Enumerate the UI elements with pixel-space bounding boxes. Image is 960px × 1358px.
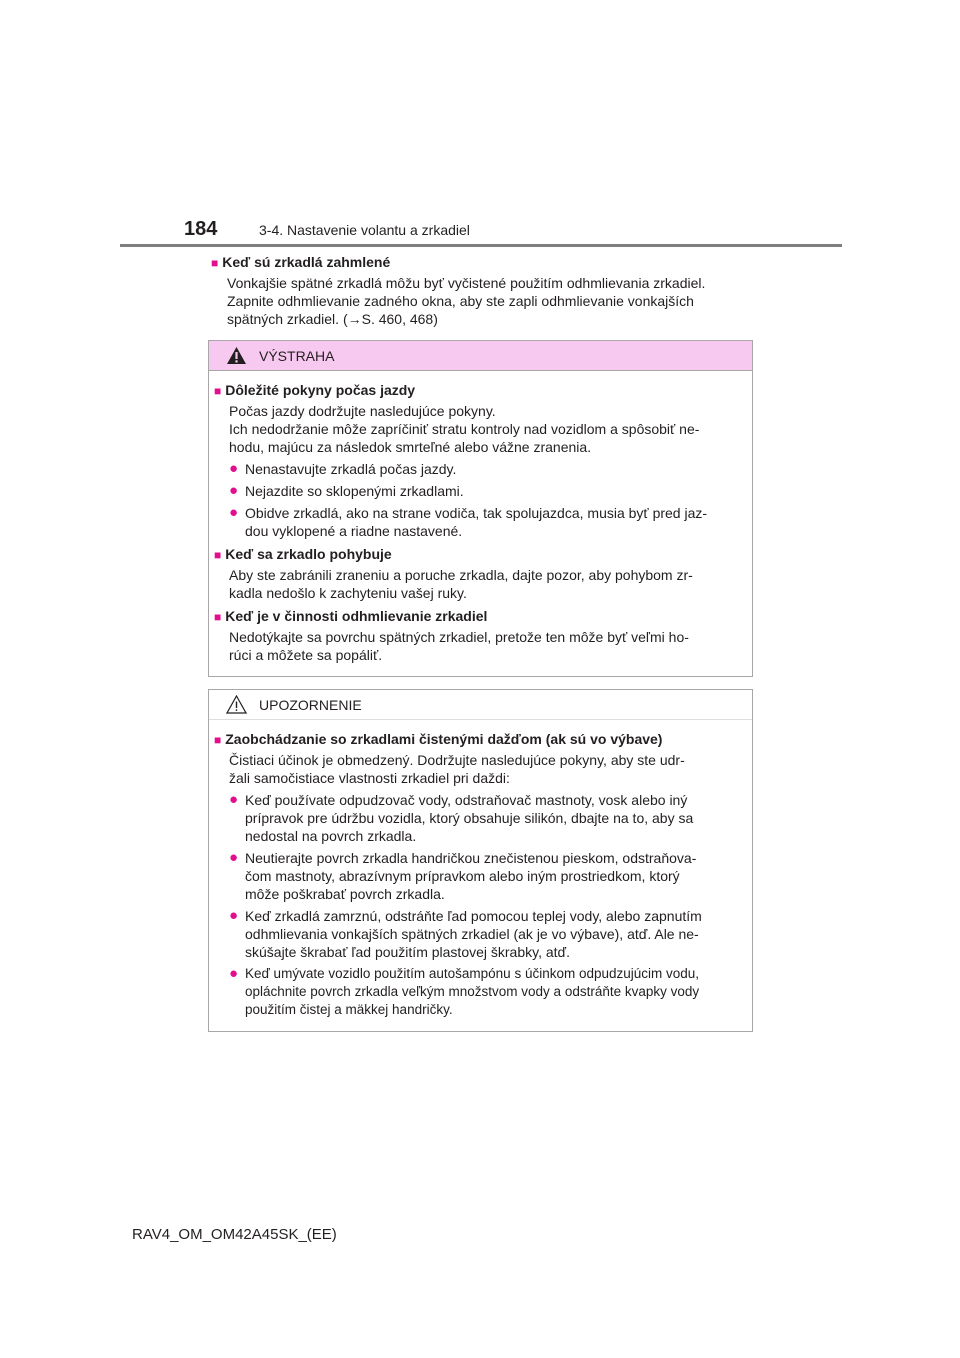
header-divider [120,244,842,247]
text-line: Nejazdite so sklopenými zrkadlami. [245,483,464,499]
text-line: hodu, majúcu za následok smrteľné alebo vážne zranenia. [229,439,592,455]
warning-body [209,371,752,676]
intro-text-line: Vonkajšie spätné zrkadlá môžu byť vyčistené použitím odhmlievania zrkadiel. [227,275,706,291]
square-bullet-icon: ■ [214,548,222,562]
text-line: prípravok pre údržbu vozidla, ktorý obsahuje silikón, dbajte na to, aby sa [245,810,694,826]
intro-title: Keď sú zrkadlá zahmlené [222,254,391,270]
text-line: môže poškrabať povrch zrkadla. [245,886,445,902]
text-line: Obidve zrkadlá, ako na strane vodiča, tak spolujazdca, musia byť pred jaz- [245,505,708,521]
text-line: Počas jazdy dodržujte nasledujúce pokyny. [229,403,496,419]
square-bullet-icon: ■ [211,256,219,270]
text-line: Keď umývate vozidlo použitím autošampónu s účinkom odpudzujúcim vodu, [245,966,700,981]
round-bullet-icon: ● [229,965,239,982]
page-content [208,253,753,1032]
notice-label: UPOZORNENIE [259,696,362,713]
text-line: dou vyklopené a riadne nastavené. [245,523,463,539]
list-item [229,907,746,961]
warning-triangle-icon [226,346,247,365]
text-line: skúšajte škrabať ľad použitím plastovej škrabky, atď. [245,944,571,960]
notice-item-title: Zaobchádzanie so zrkadlami čistenými dažďom (ak sú vo výbave) [225,731,663,747]
text-line: odhmlievania vonkajších spätných zrkadiel (ak je vo výbave), atď. Ale ne- [245,926,699,942]
text-line: Neutierajte povrch zrkadla handričkou znečistenou pieskom, odstraňova- [245,850,697,866]
list-item [229,965,746,1019]
text-line: Keď používate odpudzovač vody, odstraňovač mastnoty, vosk alebo iný [245,792,688,808]
caution-triangle-icon [226,695,247,714]
notice-body [209,720,752,1031]
square-bullet-icon: ■ [214,733,222,747]
text-line: Nedotýkajte sa povrchu spätných zrkadiel, pretože ten môže byť veľmi ho- [229,629,689,645]
square-bullet-icon: ■ [214,384,222,398]
warning-item-title: Keď je v činnosti odhmlievanie zrkadiel [225,608,488,624]
intro-text-line: Zapnite odhmlievanie zadného okna, aby ste zapli odhmlievanie vonkajších [227,293,694,309]
list-item [229,482,746,500]
text-line: Keď zrkadlá zamrznú, odstráňte ľad pomocou teplej vody, alebo zapnutím [245,908,702,924]
square-bullet-icon: ■ [214,610,222,624]
text-line: Nenastavujte zrkadlá počas jazdy. [245,461,457,477]
notice-header [209,690,752,720]
text-line: žali samočistiace vlastnosti zrkadiel pri daždi: [229,770,510,786]
text-line: rúci a môžete sa popáliť. [229,647,383,663]
list-item [229,504,746,540]
text-line: nedostal na povrch zrkadla. [245,828,417,844]
text-line: použitím čistej a mäkkej handričky. [245,1002,453,1017]
notice-box [208,689,753,1032]
round-bullet-icon: ● [229,504,239,521]
text-line: opláchnite povrch zrkadla veľkým množstvom vody a odstráňte kvapky vody [245,984,700,999]
warning-label: VÝSTRAHA [259,347,335,364]
warning-item-title: Dôležité pokyny počas jazdy [225,382,416,398]
text-line: Čistiaci účinok je obmedzený. Dodržujte nasledujúce pokyny, aby ste udr- [229,752,685,768]
round-bullet-icon: ● [229,460,239,477]
document-code: RAV4_OM_OM42A45SK_(EE) [132,1226,337,1243]
list-item [229,460,746,478]
page-number: 184 [184,218,218,240]
text-line: Aby ste zabránili zraneniu a poruche zrkadla, dajte pozor, aby pohybom zr- [229,567,693,583]
text-line: Ich nedodržanie môže zapríčiniť stratu kontroly nad vozidlom a spôsobiť ne- [229,421,700,437]
warning-item-title: Keď sa zrkadlo pohybuje [225,546,392,562]
list-item [229,791,746,845]
round-bullet-icon: ● [229,907,239,924]
intro-section [208,253,753,328]
warning-box [208,340,753,677]
text-line: čom mastnoty, abrazívnym prípravkom alebo iným prostriedkom, ktorý [245,868,680,884]
list-item [229,849,746,903]
round-bullet-icon: ● [229,849,239,866]
round-bullet-icon: ● [229,791,239,808]
text-line: kadla nedošlo k zachyteniu vašej ruky. [229,585,467,601]
warning-header [209,341,752,371]
round-bullet-icon: ● [229,482,239,499]
section-title: 3-4. Nastavenie volantu a zrkadiel [259,222,470,238]
intro-text-line: spätných zrkadiel. (→S. 460, 468) [227,311,438,327]
